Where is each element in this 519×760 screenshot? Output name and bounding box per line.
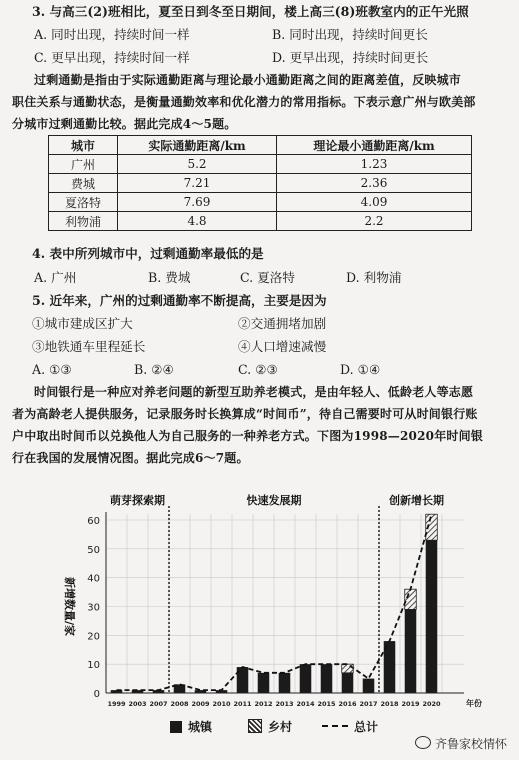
q5-statement-4: ④人口增速减慢: [238, 339, 327, 354]
q4-stem: 4. 表中所列城市中，过剩通勤率最低的是: [32, 246, 264, 261]
intro2-line-4: 行在我国的发展情况图。据此完成6～7题。: [12, 451, 249, 465]
x-tick-label: 2019: [401, 700, 420, 708]
x-tick-label: 2003: [128, 700, 147, 708]
x-tick-label: 2014: [296, 700, 315, 708]
y-tick-label: 10: [87, 660, 100, 672]
y-tick-label: 60: [87, 516, 100, 527]
x-tick-label: 2012: [254, 700, 273, 708]
intro2-line-1: 时间银行是一种应对养老问题的新型互助养老模式，是由年轻人、低龄老人等志愿: [34, 385, 474, 399]
bar-urban: [426, 540, 438, 693]
legend-rural: [248, 718, 292, 735]
x-tick-label: 1999: [107, 700, 126, 708]
period-label: 快速发展期: [246, 494, 302, 507]
q4-option-d[interactable]: D. 利物浦: [346, 270, 402, 285]
intro1-line-2: 职住关系与通勤状态，是衡量通勤效率和优化潜力的常用指标。下表示意广州与欧美部: [12, 95, 476, 109]
q3-option-d[interactable]: D. 更早出现，持续时间更长: [272, 50, 429, 65]
bar-rural: [342, 664, 354, 673]
q3-option-c[interactable]: C. 更早出现，持续时间一样: [34, 50, 190, 65]
q3-option-b[interactable]: B. 同时出现，持续时间更长: [272, 27, 428, 42]
bar-urban: [321, 664, 333, 693]
legend-total: [322, 718, 378, 735]
x-tick-label: 2018: [380, 700, 399, 708]
x-tick-label: 2008: [170, 700, 189, 708]
q5-statement-3: ③地铁通车里程延长: [32, 339, 146, 354]
label-layer: [63, 493, 482, 708]
table-cell: 4.8: [118, 212, 277, 231]
table-header-row: [49, 136, 472, 155]
x-tick-label: 2017: [359, 700, 378, 708]
watermark-text: 齐鲁家校情怀: [435, 737, 508, 751]
legend-urban: [170, 718, 212, 735]
q3-stem: 3. 与高三(2)班相比，夏至日到冬至日期间，楼上高三(8)班教室内的正午光照: [32, 4, 469, 19]
legend-total-label: 总计: [354, 720, 379, 734]
y-tick-label: 20: [87, 631, 100, 643]
x-tick-label: 2010: [212, 700, 231, 708]
intro1-line-3: 分城市过剩通勤比较。据此完成4～5题。: [12, 117, 237, 131]
y-tick-label: 50: [87, 544, 100, 556]
bar-urban: [363, 679, 375, 693]
table-cell: 4.09: [277, 193, 472, 212]
time-bank-chart: [40, 490, 510, 715]
table-cell: 夏洛特: [49, 193, 118, 212]
wechat-icon: [415, 736, 431, 749]
q4-option-b[interactable]: B. 费城: [148, 270, 191, 285]
intro2-line-3: 户中取出时间币以兑换他人为自己服务的一种养老方式。下图为1998—2020年时间银: [12, 429, 483, 443]
q4-option-a[interactable]: A. 广州: [34, 270, 77, 285]
q5-option-b[interactable]: B. ②④: [134, 362, 174, 377]
q5-option-c[interactable]: C. ②③: [238, 362, 278, 377]
legend-urban-swatch: [170, 721, 182, 733]
table-cell: 5.2: [118, 155, 277, 174]
legend-total-swatch: [322, 725, 348, 727]
legend-rural-label: 乡村: [268, 720, 293, 734]
table-header-theory: 理论最小通勤距离/km: [277, 136, 472, 155]
table-cell: 费城: [49, 174, 118, 193]
x-tick-label: 2007: [149, 700, 168, 708]
x-tick-label: 2013: [275, 700, 294, 708]
table-cell: 广州: [49, 155, 118, 174]
table-row: [49, 193, 472, 212]
intro1-line-1: 过剩通勤是指由于实际通勤距离与理论最小通勤距离之间的距离差值，反映城市: [34, 73, 462, 87]
table-cell: 2.2: [277, 212, 472, 231]
bar-rural: [405, 589, 417, 609]
y-tick-label: 30: [87, 602, 100, 614]
bar-urban: [342, 673, 354, 693]
table-cell: 1.23: [277, 155, 472, 174]
bar-urban: [405, 609, 417, 693]
table-cell: 7.69: [118, 193, 277, 212]
intro2-line-2: 者为高龄老人提供服务，记录服务时长换算成“时间币”，待自己需要时可从时间银行账: [12, 407, 478, 421]
y-axis-label: 新增数量/家: [63, 576, 76, 637]
commute-table: [48, 135, 472, 231]
q5-option-d[interactable]: D. ①④: [340, 362, 381, 377]
table-row: [49, 174, 472, 193]
y-tick-label: 40: [87, 573, 100, 585]
legend-rural-swatch: [248, 719, 262, 733]
table-row: [49, 155, 472, 174]
x-tick-label: 2015: [317, 700, 336, 708]
bar-urban: [300, 664, 312, 693]
period-label: 创新增长期: [389, 494, 444, 507]
bar-urban: [279, 673, 291, 693]
x-axis-label: 年份: [466, 698, 482, 708]
table-cell: 利物浦: [49, 212, 118, 231]
period-label: 萌芽探索期: [110, 494, 165, 507]
bar-urban: [258, 673, 270, 693]
x-tick-label: 2020: [422, 700, 441, 708]
q5-stem: 5. 近年来，广州的过剩通勤率不断提高，主要是因为: [32, 293, 327, 308]
x-tick-label: 2009: [191, 700, 210, 708]
x-tick-label: 2016: [338, 700, 357, 708]
q4-option-c[interactable]: C. 夏洛特: [240, 270, 295, 285]
table-cell: 7.21: [118, 174, 277, 193]
table-header-city: 城市: [49, 136, 118, 155]
legend-urban-label: 城镇: [188, 720, 213, 734]
q5-option-a[interactable]: A. ①③: [32, 362, 72, 377]
x-tick-label: 2011: [233, 700, 252, 708]
table-row: [49, 212, 472, 231]
table-header-actual: 实际通勤距离/km: [118, 136, 277, 155]
y-tick-label: 0: [93, 689, 100, 700]
q3-option-a[interactable]: A. 同时出现，持续时间一样: [34, 27, 190, 42]
table-cell: 2.36: [277, 174, 472, 193]
watermark: [415, 735, 507, 752]
q5-statement-1: ①城市建成区扩大: [32, 316, 133, 331]
q5-statement-2: ②交通拥堵加剧: [238, 316, 327, 331]
